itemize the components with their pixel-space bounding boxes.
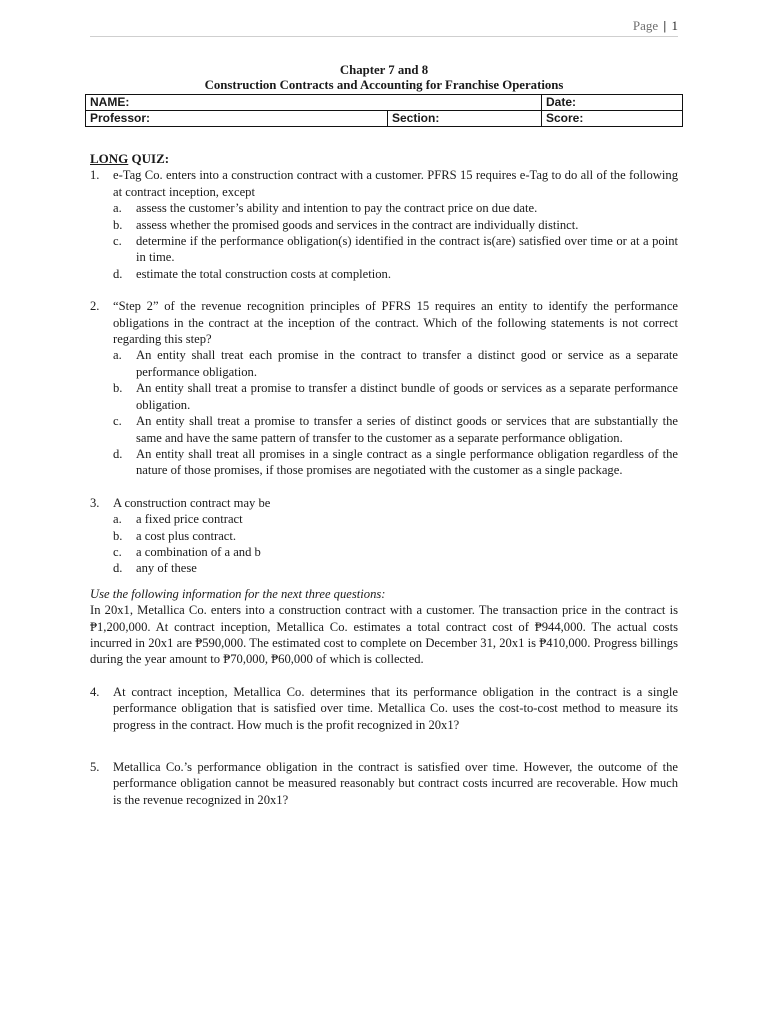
choice-item: b. An entity shall treat a promise to transfer a distinct bundle of goods or services as a separate performance obligation. [113,381,678,412]
choice-item: a. An entity shall treat each promise in the contract to transfer a distinct good or service as a separate performance obligation. [113,348,678,379]
section-field: Section: [388,111,542,127]
choice-list [113,200,678,282]
question-3: 3. A construction contract may be a. a fixed price contract b. a cost plus contract. c. a combination of a and b d. any of these [90,495,678,577]
instruction-text: Use the following information for the next three questions: [90,586,386,601]
page-number: Page | 1 [632,18,678,33]
question-1: 1. e-Tag Co. enters into a construction contract with a customer. PFRS 15 requires e-Tag to do all of the following at contract inception, except a. assess the customer’s ability and intention to pay the contract price on due date. b. assess whether the promised goods and services in the contract are individually distinct. c. determine if the performance obligation(s) identified in the contract is(are) satisfied over time or at a point in time. d. estimate the total construction costs at completion. [90,168,678,281]
choice-item: c. a combination of a and b [113,544,261,559]
choice-item: d. estimate the total construction costs at completion. [113,266,391,281]
choice-item: c. An entity shall treat a promise to transfer a series of distinct goods or services that are substantially the same and have the same pattern of transfer to the customer as a separate performance obligation. [113,414,678,445]
question-text: A construction contract may be [113,495,271,510]
question-list [90,167,678,576]
spacer [90,479,678,495]
spacer [90,668,678,684]
professor-field: Professor: [86,111,388,127]
choice-item: d. any of these [113,561,197,576]
date-field: Date: [542,95,683,111]
question-2: 2. “Step 2” of the revenue recognition principles of PFRS 15 requires an entity to identify the performance obligations in the contract at the inception of the contract. Which of the following statements is not correct regarding this step? a. An entity shall treat each promise in the contract to transfer a distinct good or service as a separate performance obligation. b. An entity shall treat a promise to transfer a distinct bundle of goods or services as a separate performance obligation. c. An entity shall treat a promise to transfer a series of distinct goods or services that are substantially the same and have the same pattern of transfer to the customer as a separate performance obligation. d. An entity shall treat all promises in a single contract as a single performance obligation regardless of the nature of those promises, if those promises are negotiated with the customer as a single package. [90,299,678,478]
question-4: 4. At contract inception, Metallica Co. determines that its performance obligation in the contract is a single performance obligation that is satisfied over time. Metallica Co. uses the cost-to-cost method to measure its progress in the contract. How much is the profit recognized in 20x1? [90,684,678,732]
question-text: Metallica Co.’s performance obligation in the contract is satisfied over time. However, the outcome of the performance obligation cannot be measured reasonably but contract costs incurred are recoverable. How much is the revenue recognized in 20x1? [113,760,678,807]
question-text: “Step 2” of the revenue recognition principles of PFRS 15 requires an entity to identify the performance obligations in the contract at the inception of the contract. Which of the following statements is not correct regarding this step? [113,299,678,347]
student-info-table [85,94,683,127]
choice-item: b. a cost plus contract. [113,528,237,543]
name-field: NAME: [86,95,542,111]
choice-item: b. assess whether the promised goods and services in the contract are individually distinct. [113,217,579,232]
question-list-b [90,684,678,808]
score-field: Score: [542,111,683,127]
spacer [90,282,678,298]
spacer [90,733,678,759]
question-5: 5. Metallica Co.’s performance obligation in the contract is satisfied over time. However, the outcome of the performance obligation cannot be measured reasonably but contract costs incurred are recoverable. How much is the revenue recognized in 20x1? [90,760,678,807]
question-text: At contract inception, Metallica Co. determines that its performance obligation in the contract is a single performance obligation that is satisfied over time. Metallica Co. uses the cost-to-cost method to measure its progress in the contract. How much is the profit recognized in 20x1? [113,684,678,732]
document-body [90,63,678,808]
chapter-title: Chapter 7 and 8 [339,63,429,77]
quiz-heading: LONG QUIZ: [90,151,170,166]
page-header [90,14,678,37]
choice-item: a. a fixed price contract [113,512,243,527]
choice-item: c. determine if the performance obligation(s) identified in the contract is(are) satisfied over time or at a point in time. [113,234,678,265]
question-text: e-Tag Co. enters into a construction contract with a customer. PFRS 15 requires e-Tag to do all of the following at contract inception, except [113,168,678,199]
choice-list [113,511,678,577]
choice-list [113,347,678,478]
info-paragraph: In 20x1, Metallica Co. enters into a construction contract with a customer. The transaction price in the contract is ₱1,200,000. At contract inception, Metallica Co. estimates a total contract cost of ₱944,000. The actual costs incurred in 20x1 are ₱590,000. The estimated cost to complete on December 31, 20x1 is ₱410,000. Progress billings during the year amount to ₱70,000, ₱60,000 of which is collected. [90,603,678,667]
document-subtitle: Construction Contracts and Accounting for Franchise Operations [204,78,564,92]
choice-item: d. An entity shall treat all promises in a single contract as a single performance obligation regardless of the nature of those promises, if those promises are negotiated with the customer as a single package. [113,446,678,478]
choice-item: a. assess the customer’s ability and intention to pay the contract price on due date. [113,201,538,216]
